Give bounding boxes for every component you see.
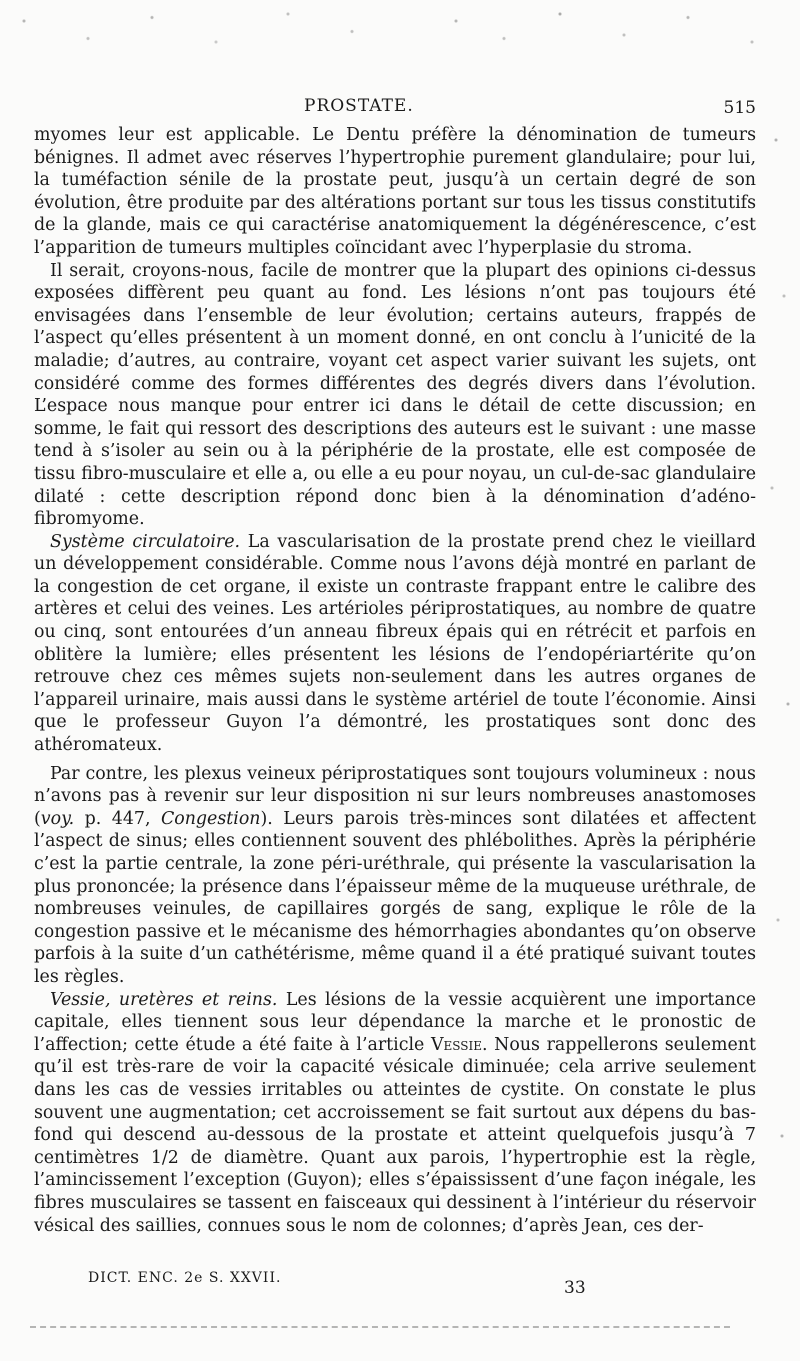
running-title: PROSTATE.	[304, 96, 414, 116]
cross-reference-vessie: Vessie	[430, 1034, 482, 1055]
cross-reference-page: p. 447,	[74, 808, 161, 829]
page-header	[36, 96, 756, 122]
paragraph-4-text-a: Par contre, les plexus veineux périprostatiques sont toujours volumineux : nous n’avons pas à revenir sur leur disposition ni sur leurs nombreuses anastomoses (	[34, 763, 756, 829]
cross-reference-voy: voy.	[40, 808, 75, 829]
signature-mark: DICT. ENC. 2e S. XXVII.	[88, 1270, 282, 1286]
scan-noise-right	[760, 80, 800, 1280]
paragraph-1-text: myomes leur est applicable. Le Dentu préfère la dénomination de tumeurs bénignes. Il admet avec réserves l’hypertrophie purement glandulaire; pour lui, la tuméfaction sénile de la prostate peut, jusqu’à un certain degré de son évolution, être produite par des altérations portant sur tous les tissus constitutifs de la glande, mais ce qui caractérise anatomiquement la dégénérescence, c’est l’apparition de tumeurs multiples coïncidant avec l’hyperplasie du stroma.	[34, 125, 756, 258]
scan-noise-top	[0, 0, 800, 70]
section-heading-circulatory: Système circulatoire.	[50, 531, 241, 552]
section-heading-bladder: Vessie, uretères et reins.	[50, 989, 278, 1010]
paragraph-4-text-b: ). Leurs parois très-minces sont dilatées et affectent l’aspect de sinus; elles contiennent souvent des phlébolithes. Après la périphérie c’est la partie centrale, la zone péri-uréthrale, qui présente la vascularisation la plus prononcée; la présence dans l’épaisseur même de la muqueuse uréthrale, de nombreuses veinules, de capillaires gorgés de sang, explique le rôle de la congestion passive et le mécanisme des hémorrhagies abondantes qu’on observe parfois à la suite d’un cathétérisme, même quand il a été pratiqué suivant toutes les règles.	[34, 808, 756, 987]
paragraph-3	[34, 531, 756, 757]
paragraph-5	[34, 989, 756, 1238]
paragraph-1	[34, 124, 756, 260]
paragraph-2-text: Il serait, croyons-nous, facile de montrer que la plupart des opinions ci-dessus exposées diffèrent peu quant au fond. Les lésions n’ont pas toujours été envisagées dans l’ensemble de leur évolution; certains auteurs, frappés de l’aspect qu’elles présentent à un moment donné, en ont conclu à l’unicité de la maladie; d’autres, au contraire, voyant cet aspect varier suivant les sujets, ont considéré comme des formes différentes des degrés divers dans l’évolution. L’espace nous manque pour entrer ici dans le détail de cette discussion; en somme, le fait qui ressort des descriptions des auteurs est le suivant : une masse tend à s’isoler au sein ou à la périphérie de la prostate, elle est composée de tissu fibro-musculaire et elle a, ou elle a eu pour noyau, un cul-de-sac glandulaire dilaté : cette description répond donc bien à la dénomination d’adéno-fibromyome.	[34, 260, 756, 530]
body-text	[34, 124, 756, 1237]
sheet-number: 33	[564, 1278, 586, 1298]
cross-reference-congestion: Congestion	[160, 808, 261, 829]
paragraph-5-text-a: Les lésions de la vessie acquièrent une importance capitale, elles tiennent sous leur dépendance la marche et le pronostic de l’affection; cette étude a été faite à l’article	[34, 989, 756, 1055]
page-number: 515	[723, 98, 756, 118]
page-footer	[36, 1270, 756, 1310]
paragraph-2	[34, 260, 756, 531]
paragraph-4	[34, 763, 756, 989]
paragraph-3-text: La vascularisation de la prostate prend chez le vieillard un développement considérable. Comme nous l’avons déjà montré en parlant de la congestion de cet organe, il existe un contraste frappant entre le calibre des artères et celui des veines. Les artérioles périprostatiques, au nombre de quatre ou cinq, sont entourées d’un anneau fibreux épais qui en rétrécit et parfois en oblitère la lumière; elles présentent les lésions de l’endopériartérite qu’on retrouve chez ces mêmes sujets non-seulement dans les autres organes de l’appareil urinaire, mais aussi dans le système artériel de toute l’économie. Ainsi que le professeur Guyon l’a démontré, les prostatiques sont donc des athéromateux.	[34, 531, 756, 756]
scan-edge-rule	[30, 1326, 730, 1328]
paragraph-5-text-b: . Nous rappellerons seulement qu’il est très-rare de voir la capacité vésicale diminuée; cela arrive seulement dans les cas de vessies irritables ou atteintes de cystite. On constate le plus souvent une augmentation; cet accroissement se fait surtout aux dépens du bas-fond qui descend au-dessous de la prostate et atteint quelquefois jusqu’à 7 centimètres 1/2 de diamètre. Quant aux parois, l’hypertrophie est la règle, l’amincissement l’exception (Guyon); elles s’épaississent d’une façon inégale, les fibres musculaires se tassent en faisceaux qui dessinent à l’intérieur du réservoir vésical des saillies, connues sous le nom de colonnes; d’après Jean, ces der-	[34, 1034, 756, 1236]
